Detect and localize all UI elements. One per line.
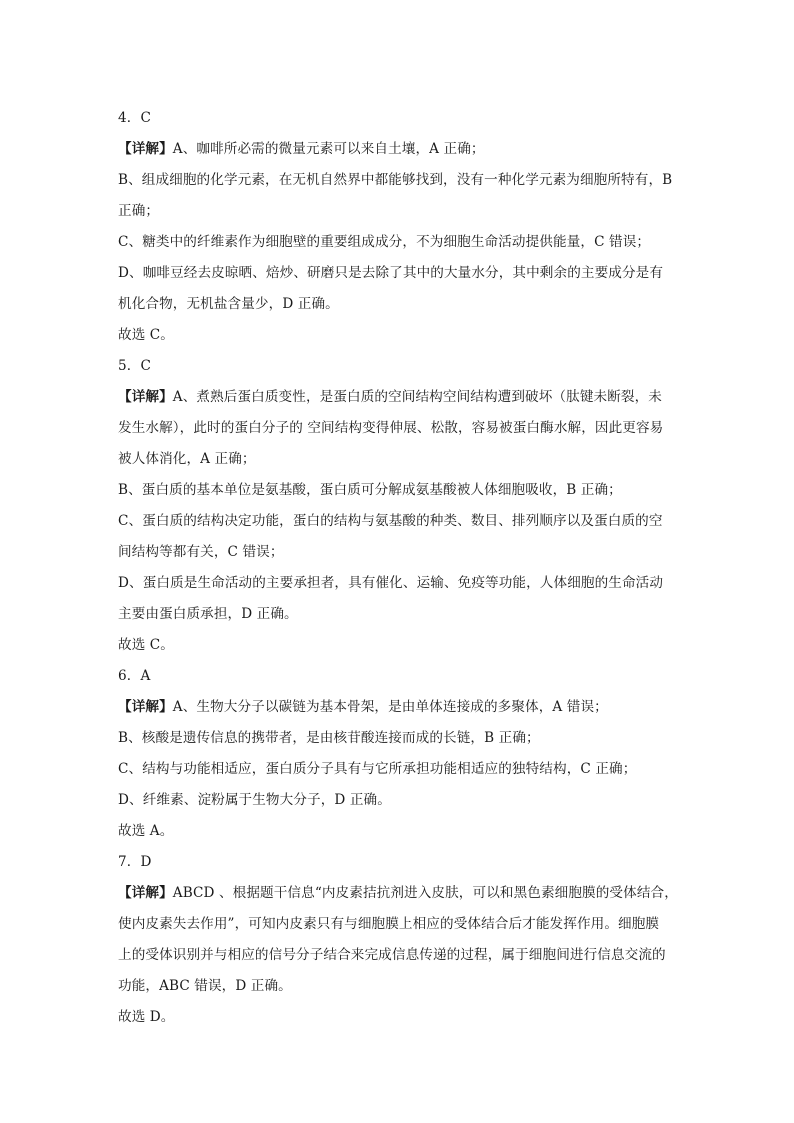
answer-line xyxy=(118,134,688,165)
answer-line xyxy=(118,382,688,413)
question-number: 7．D xyxy=(118,854,152,870)
answer-text: A、咖啡所必需的微量元素可以来自土壤，A 正确； xyxy=(172,141,485,157)
answer-text: A、生物大分子以碳链为基本骨架，是由单体连接成的多聚体，A 错误； xyxy=(172,699,608,715)
answer-conclusion: 故选 C。 xyxy=(118,327,175,343)
answer-line: 主要由蛋白质承担，D 正确。 xyxy=(118,606,298,622)
answer-line: 正确； xyxy=(118,203,160,219)
answer-content xyxy=(118,103,688,1033)
answer-line: 发生水解），此时的蛋白分子的 空间结构变得伸展、松散，容易被蛋白酶水解，因此更容易 xyxy=(118,420,664,436)
answer-text: ABCD 、根据题干信息“内皮素拮抗剂进入皮肤，可以和黑色素细胞膜的受体结合， xyxy=(172,885,678,901)
answer-line: 上的受体识别并与相应的信号分子结合来完成信息传递的过程，属于细胞间进行信息交流的 xyxy=(118,947,666,963)
answer-line: 机化合物，无机盐含量少，D 正确。 xyxy=(118,296,339,312)
answer-line: D、蛋白质是生命活动的主要承担者，具有催化、运输、免疫等功能，人体细胞的生命活动 xyxy=(118,575,664,591)
explanation-tag: 【详解】 xyxy=(118,389,173,405)
answer-line: B、核酸是遗传信息的携带者，是由核苷酸连接而成的长链，B 正确； xyxy=(118,730,540,746)
answer-line: D、纤维素、淀粉属于生物大分子，D 正确。 xyxy=(118,792,391,808)
answer-conclusion: 故选 C。 xyxy=(118,637,175,653)
answer-line: B、蛋白质的基本单位是氨基酸，蛋白质可分解成氨基酸被人体细胞吸收，B 正确； xyxy=(118,482,622,498)
answer-line: C、蛋白质的结构决定功能，蛋白的结构与氨基酸的种类、数目、排列顺序以及蛋白质的空 xyxy=(118,513,663,529)
question-number: 6．A xyxy=(118,668,151,684)
answer-line xyxy=(118,692,688,723)
answer-line: C、结构与功能相适应，蛋白质分子具有与它所承担功能相适应的独特结构，C 正确； xyxy=(118,761,637,777)
question-number: 4．C xyxy=(118,110,151,126)
answer-conclusion: 故选 A。 xyxy=(118,823,174,839)
answer-line: 间结构等都有关，C 错误； xyxy=(118,544,284,560)
explanation-tag: 【详解】 xyxy=(118,141,173,157)
answer-line: D、咖啡豆经去皮晾晒、焙炒、研磨只是去除了其中的大量水分，其中剩余的主要成分是有 xyxy=(118,265,664,281)
answer-line: 使内皮素失去作用”，可知内皮素只有与细胞膜上相应的受体结合后才能发挥作用。细胞膜 xyxy=(118,916,660,932)
answer-line: C、糖类中的纤维素作为细胞壁的重要组成成分，不为细胞生命活动提供能量，C 错误； xyxy=(118,234,651,250)
explanation-tag: 【详解】 xyxy=(118,885,173,901)
answer-line: B、组成细胞的化学元素，在无机自然界中都能够找到，没有一种化学元素为细胞所特有，B xyxy=(118,172,673,188)
answer-line xyxy=(118,878,688,909)
answer-line: 功能，ABC 错误，D 正确。 xyxy=(118,978,292,994)
question-number: 5．C xyxy=(118,358,151,374)
answer-line: 被人体消化，A 正确； xyxy=(118,451,256,467)
answer-conclusion: 故选 D。 xyxy=(118,1009,175,1025)
explanation-tag: 【详解】 xyxy=(118,699,173,715)
answer-text: A、煮熟后蛋白质变性，是蛋白质的空间结构空间结构遭到破坏（肽键未断裂，未 xyxy=(172,389,662,405)
